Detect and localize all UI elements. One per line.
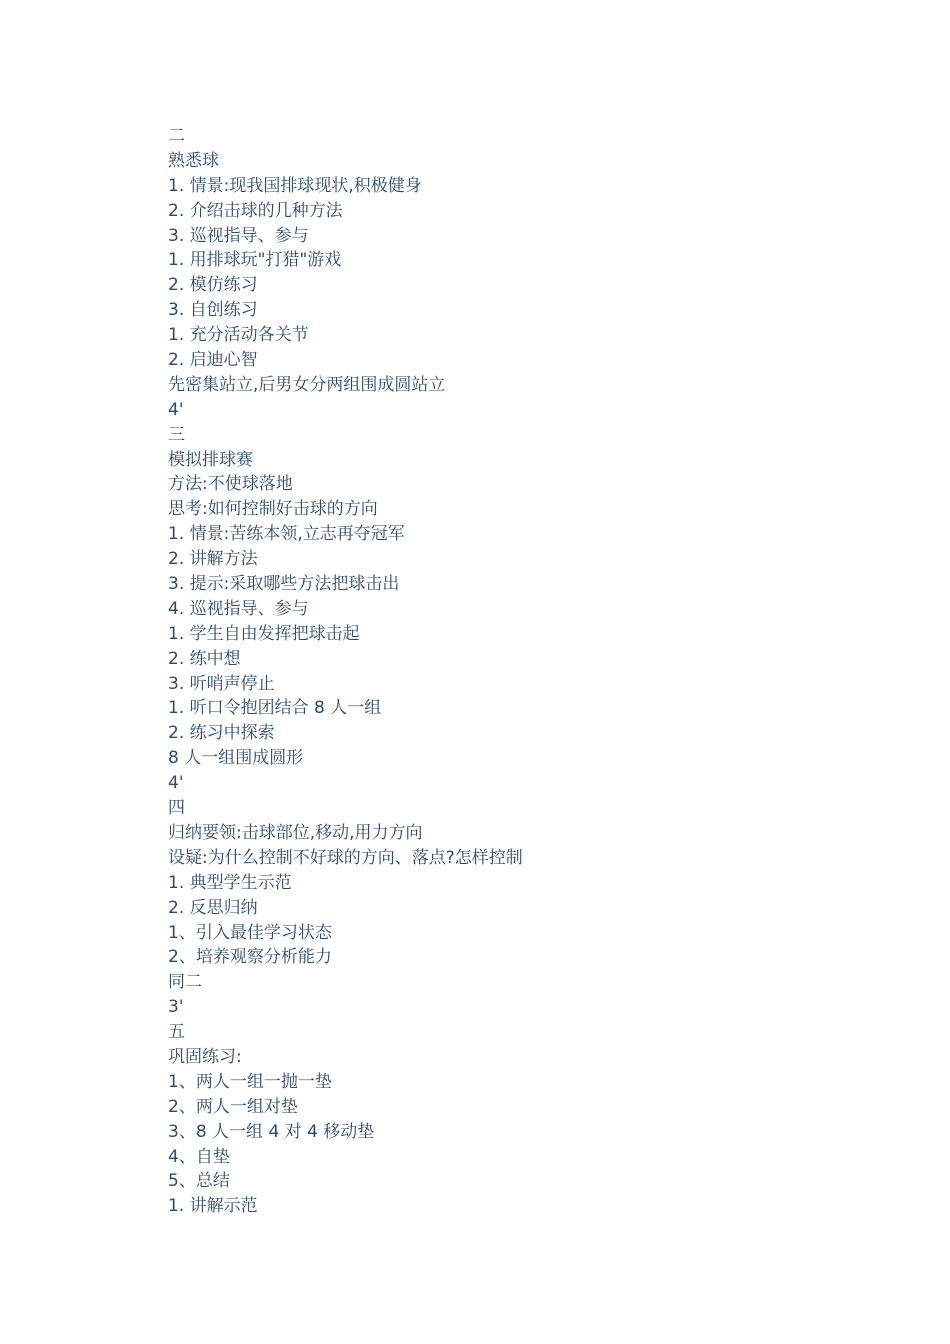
duration-label: 4' [168, 399, 184, 420]
text-line: 1. 充分活动各关节 [168, 325, 309, 346]
text-line: 归纳要领:击球部位,移动,用力方向 [168, 822, 423, 843]
text-line: 3. 听哨声停止 [168, 673, 275, 694]
text-line: 2. 启迪心智 [168, 350, 258, 371]
text-line: 5、总结 [168, 1171, 230, 1192]
text-line: 4、自垫 [168, 1146, 230, 1167]
text-line: 2. 练中想 [168, 648, 241, 669]
document-body [168, 124, 908, 1219]
text-line: 1. 听口令抱团结合 8 人一组 [168, 698, 382, 719]
text-line: 3. 提示:采取哪些方法把球击出 [168, 574, 400, 595]
duration-label: 4' [168, 773, 184, 794]
section-title: 模拟排球赛 [168, 449, 253, 470]
text-line: 设疑:为什么控制不好球的方向、落点?怎样控制 [168, 847, 523, 868]
section-title: 熟悉球 [168, 150, 219, 171]
text-line: 2. 讲解方法 [168, 549, 258, 570]
text-line: 1、引入最佳学习状态 [168, 922, 332, 943]
text-line: 2. 练习中探索 [168, 723, 275, 744]
section-number: 五 [168, 1022, 185, 1043]
section-number: 四 [168, 798, 185, 819]
text-line: 同二 [168, 972, 202, 993]
duration-label: 3' [168, 997, 184, 1018]
text-line: 2、培养观察分析能力 [168, 947, 332, 968]
section-title: 巩固练习: [168, 1046, 242, 1067]
text-line: 4. 巡视指导、参与 [168, 598, 309, 619]
text-line: 2. 反思归纳 [168, 897, 258, 918]
text-line: 思考:如何控制好击球的方向 [168, 499, 378, 520]
section-number: 三 [168, 424, 185, 445]
text-line: 1. 学生自由发挥把球击起 [168, 623, 360, 644]
text-line: 1、两人一组一抛一垫 [168, 1071, 332, 1092]
text-line: 2. 模仿练习 [168, 275, 258, 296]
section-number: 二 [168, 126, 185, 146]
text-line: 方法:不使球落地 [168, 474, 293, 495]
text-line: 3、8 人一组 4 对 4 移动垫 [168, 1121, 375, 1142]
text-line: 3. 自创练习 [168, 300, 258, 321]
text-line: 先密集站立,后男女分两组围成圆站立 [168, 374, 446, 395]
text-line: 1. 情景:现我国排球现状,积极健身 [168, 175, 422, 196]
text-line: 3. 巡视指导、参与 [168, 225, 309, 246]
text-line: 1. 情景:苦练本领,立志再夺冠军 [168, 524, 405, 545]
text-line: 8 人一组围成圆形 [168, 748, 304, 769]
text-line: 2、两人一组对垫 [168, 1096, 298, 1117]
text-line: 2. 介绍击球的几种方法 [168, 200, 343, 221]
text-line: 1. 典型学生示范 [168, 872, 292, 893]
text-line: 1. 讲解示范 [168, 1196, 258, 1217]
text-line: 1. 用排球玩"打猎"游戏 [168, 250, 342, 271]
